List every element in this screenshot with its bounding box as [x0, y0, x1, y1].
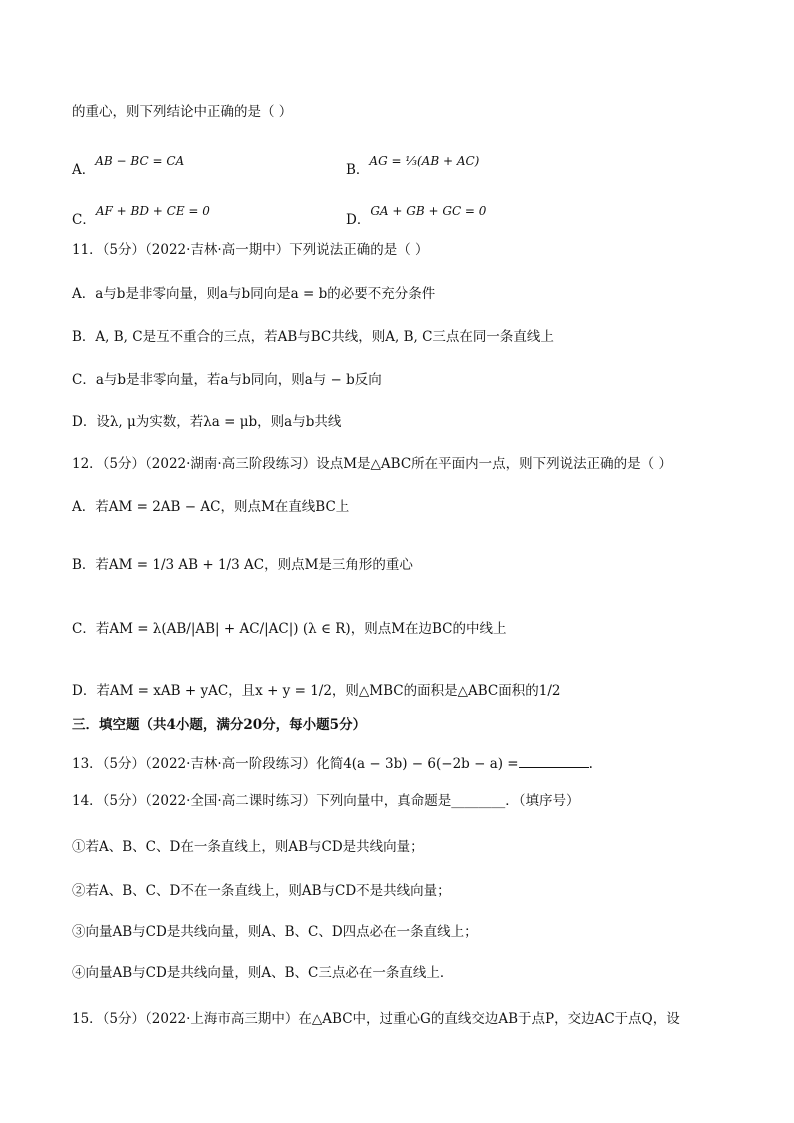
q10-option-c: C．AF + BD + CE = 0 [72, 204, 210, 228]
q12-option-a: A．若AM = 2AB − AC，则点M在直线BC上 [72, 499, 350, 515]
q11-option-b: B．A, B, C是互不重合的三点，若AB与BC共线，则A, B, C三点在同一条直线上 [72, 329, 554, 345]
q11-option-c: C．a与b是非零向量，若a与b同向，则a与 − b反向 [72, 372, 382, 388]
q10-option-a: A．AB − BC = CA [72, 154, 185, 178]
q12-option-d: D．若AM = xAB + yAC，且x + y = 1/2，则△MBC的面积是△ABC面积的1/2 [72, 683, 561, 699]
q13-answer-blank [519, 753, 589, 768]
q11-option-d: D．设λ, μ为实数，若λa = μb，则a与b共线 [72, 414, 342, 430]
q14-item-1: ①若A、B、C、D在一条直线上，则AB与CD是共线向量； [72, 839, 424, 855]
q11-stem: 11．（5分）（2022·吉林·高一期中）下列说法正确的是（ ） [72, 242, 429, 258]
q12-stem: 12．（5分）（2022·湖南·高三阶段练习）设点M是△ABC所在平面内一点，则下列说法正确的是（ ） [72, 456, 672, 472]
q14-stem: 14．（5分）（2022·全国·高二课时练习）下列向量中，真命题是________．（填序号） [72, 793, 580, 809]
q11-option-a: A．a与b是非零向量，则a与b同向是a = b的必要不充分条件 [72, 286, 436, 302]
q10-stem-tail: 的重心，则下列结论中正确的是（ ） [72, 104, 293, 120]
q15-stem: 15．（5分）（2022·上海市高三期中）在△ABC中，过重心G的直线交边AB于点P，交边AC于点Q，设 [72, 1011, 680, 1027]
section-heading-fill-blank: 三．填空题（共4小题，满分20分，每小题5分） [72, 717, 367, 733]
q14-item-2: ②若A、B、C、D不在一条直线上，则AB与CD不是共线向量； [72, 883, 451, 899]
q10-option-d: D．GA + GB + GC = 0 [346, 204, 487, 228]
q14-item-4: ④向量AB与CD是共线向量，则A、B、C三点必在一条直线上． [72, 965, 454, 981]
q14-item-3: ③向量AB与CD是共线向量，则A、B、C、D四点必在一条直线上； [72, 924, 478, 940]
q12-option-c: C．若AM = λ(AB/|AB| + AC/|AC|) (λ ∈ R)，则点M在边BC的中线上 [72, 621, 507, 637]
q13: 13．（5分）（2022·吉林·高一阶段练习）化简4(a − 3b) − 6(−2b − a) = . [72, 753, 593, 774]
q12-option-b: B．若AM = 1/3 AB + 1/3 AC，则点M是三角形的重心 [72, 557, 413, 573]
q10-option-b: B．AG = ⅓(AB + AC) [346, 154, 480, 178]
